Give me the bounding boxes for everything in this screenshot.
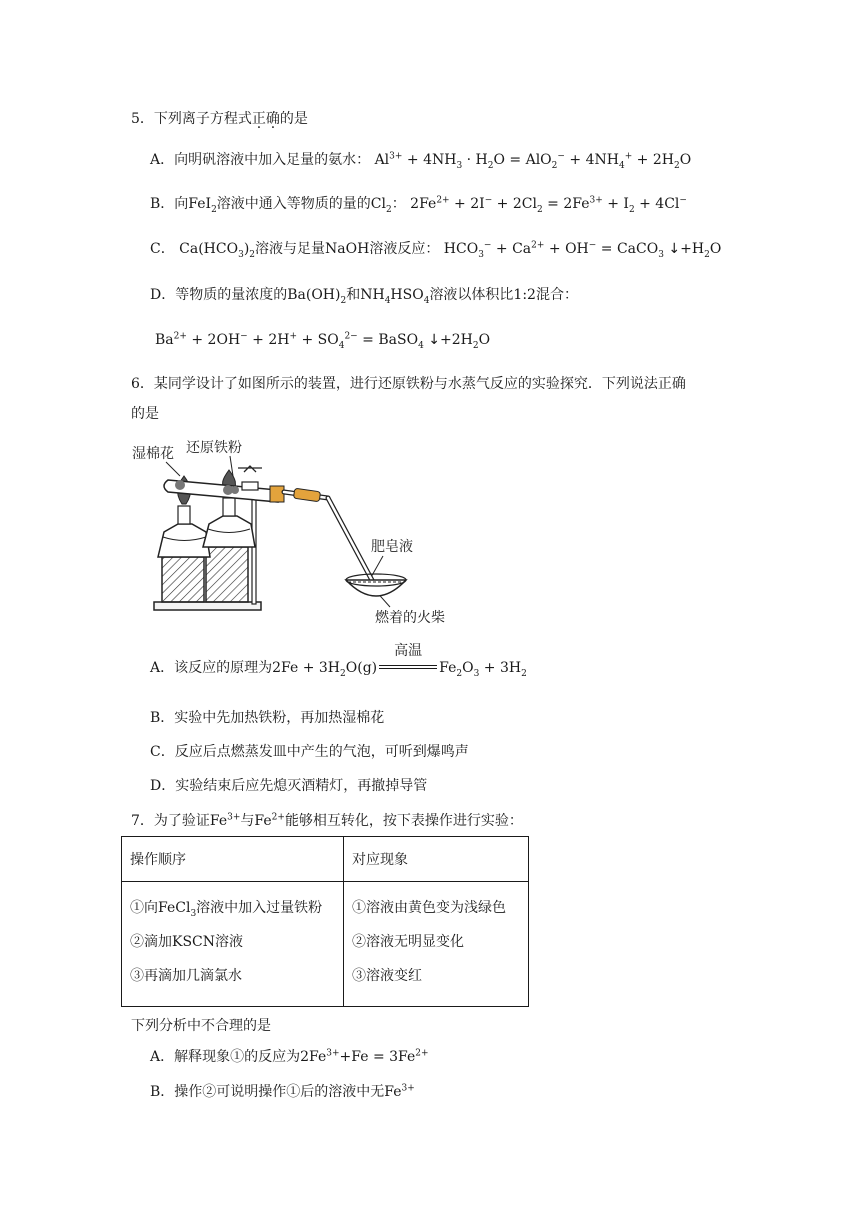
q5-stem: 5．下列离子方程式正确的是 (131, 111, 308, 127)
operation-3: ③再滴加几滴氯水 (130, 968, 242, 984)
observation-2: ②溶液无明显变化 (352, 934, 464, 950)
operation-1: ①向FeCl$_3$溶液中加入过量铁粉 (130, 900, 323, 919)
q7-stem: 7．为了验证$Fe^{3+}$与$Fe^{2+}$能够相互转化，按下表操作进行实验： (131, 812, 523, 829)
q6-option-c: C．反应后点燃蒸发皿中产生的气泡，可听到爆鸣声 (150, 744, 469, 760)
table-header-observations: 对应现象 (344, 837, 529, 882)
q7-option-a: A．解释现象①的反应为$2Fe^{3+}+Fe = 3Fe^{2+}$ (150, 1048, 429, 1065)
q7-analysis-prompt: 下列分析中不合理的是 (131, 1018, 271, 1034)
q5-option-d-equation: $Ba^{2+} + 2OH^- + 2H^+ + SO_4^{2-}$ = BaSO$_4$ $↓+2H_2O$ (155, 331, 491, 351)
q6-option-d: D．实验结束后应先熄灭酒精灯，再撤掉导管 (150, 778, 428, 794)
operations-table (121, 836, 529, 1007)
q6-option-b: B．实验中先加热铁粉，再加热湿棉花 (150, 710, 385, 726)
q5-option-c: C． $Ca(HCO_3)_2$溶液与足量NaOH溶液反应： $HCO_3^- + Ca^{2+} + OH^-$ = CaCO$_3$ $↓+H_2O$ (150, 240, 722, 260)
observation-3: ③溶液变红 (352, 968, 422, 984)
q6-option-a: A．该反应的原理为$2Fe + 3H_2O(g)$ 高温 $Fe_2O_3 + 3H_2$ (150, 643, 527, 679)
q6-stem-line1: 6．某同学设计了如图所示的装置，进行还原铁粉与水蒸气反应的实验探究．下列说法正确 (131, 376, 686, 392)
q7-option-b: B．操作②可说明操作①后的溶液中无$Fe^{3+}$ (150, 1083, 415, 1100)
q5-option-a: A．向明矾溶液中加入足量的氨水： $Al^{3+} + 4NH_3 \cdot H_2O = AlO_2^- + 4NH_4^+ + 2H_2O$ (150, 151, 692, 171)
label-wet-cotton: 湿棉花 (132, 446, 174, 462)
label-burning-match: 燃着的火柴 (375, 610, 445, 626)
q6-stem-line2: 的是 (131, 406, 159, 422)
table-cell-operations (122, 882, 344, 1007)
operation-2: ②滴加KSCN溶液 (130, 934, 244, 950)
observation-1: ①溶液由黄色变为浅绿色 (352, 900, 506, 916)
q5-option-d: D．等物质的量浓度的$Ba(OH)_2$和$NH_4HSO_4$溶液以体积比1:2混合： (150, 287, 578, 306)
table-cell-observations (344, 882, 529, 1007)
reaction-condition: 高温 (379, 661, 437, 675)
q5-option-b: B．向FeI$_2$溶液中通入等物质的量的$Cl_2$： $2Fe^{2+} + 2I^- + 2Cl_2 = 2Fe^{3+} + I_2 + 4Cl^-$ (150, 195, 687, 215)
label-soap-solution: 肥皂液 (371, 539, 413, 555)
table-header-operations: 操作顺序 (122, 837, 344, 882)
label-iron-powder: 还原铁粉 (186, 440, 242, 456)
apparatus-figure (128, 432, 458, 632)
